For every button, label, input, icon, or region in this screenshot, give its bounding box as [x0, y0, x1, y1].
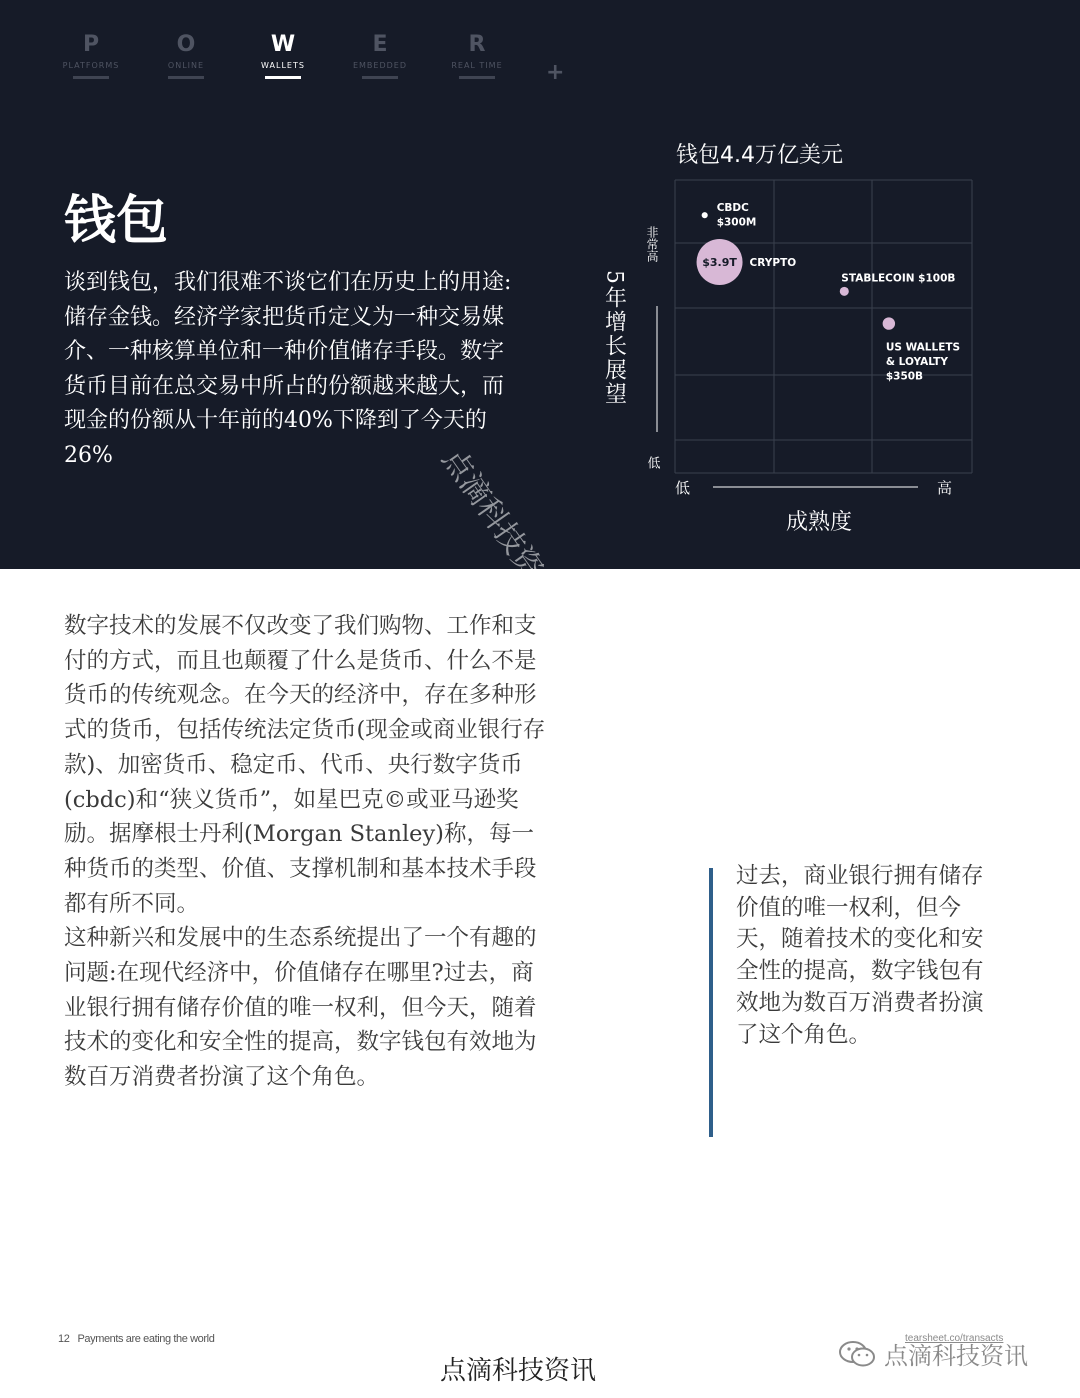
x-axis-label: 成熟度	[786, 510, 853, 535]
nav-letter: E	[372, 32, 388, 57]
nav-letter: R	[468, 32, 486, 57]
nav-word: REAL TIME	[451, 61, 503, 70]
nav-word: EMBEDDED	[352, 61, 408, 70]
nav-word: PLATFORMS	[62, 61, 120, 70]
nav-letter: P	[82, 32, 100, 57]
data-point-inner-label: $3.9T	[702, 256, 737, 270]
data-point-label: CBDC	[716, 202, 749, 215]
x-axis-low-label: 低	[675, 479, 691, 497]
data-point-label: STABLECOIN $100B	[841, 272, 956, 285]
data-point-label: $300M	[716, 216, 757, 229]
nav-item-realtime[interactable]	[447, 30, 507, 79]
data-point-label: US WALLETS	[885, 341, 961, 354]
nav-word: WALLETS	[261, 61, 305, 70]
y-axis-label: 5年增长展望	[601, 270, 627, 406]
y-axis-low-label: 低	[644, 456, 660, 469]
body-paragraph: 数字技术的发展不仅改变了我们购物、工作和支付的方式，而且也颠覆了什么是货币、什么不是货币的传统观念。在今天的经济中，存在多种形式的货币，包括传统法定货币(现金或商业银行存款)、加密货币、稳定币、代币、央行数字货币(cbdc)和“狭义货币”，如星巴克©或亚马逊奖励。据摩根士丹利(Morgan Stanley)称，每一种货币的类型、价值、支撑机制和基本技术手段都有所不同。 这种新兴和发展中的生态系统提出了一个有趣的问题:在现代经济中，价值储存在哪里?过去，商业银行拥有储存价值的唯一权利，但今天，随着技术的变化和安全性的提高，数字钱包有效地为数百万消费者扮演了这个角色。	[64, 613, 546, 1091]
nav-letter: W	[270, 32, 296, 57]
pull-quote-bar	[709, 868, 713, 1137]
nav-word: ONLINE	[167, 61, 205, 70]
nav-underline	[362, 76, 398, 79]
pull-quote: 过去，商业银行拥有储存价值的唯一权利，但今天，随着技术的变化和安全性的提高，数字钱包有效地为数百万消费者扮演了这个角色。	[736, 863, 984, 1048]
nav-underline	[73, 76, 109, 79]
nav-letter: O	[176, 32, 196, 57]
watermark: 点滴科技资讯	[434, 442, 567, 611]
nav-underline	[459, 76, 495, 79]
data-point-us-wallets	[883, 317, 895, 329]
wechat-account	[838, 1336, 1028, 1371]
y-axis-high-label: 非常高	[645, 226, 659, 262]
data-point-cbdc	[702, 212, 708, 218]
wechat-name: 点滴科技资讯	[884, 1342, 1028, 1370]
wallets-chart	[600, 170, 980, 550]
nav-underline	[265, 76, 301, 79]
x-axis-high-label: 高	[937, 479, 953, 497]
wechat-icon	[838, 1340, 876, 1368]
doc-title: Payments are eating the world	[77, 1333, 215, 1345]
nav-item-wallets[interactable]	[253, 30, 313, 79]
plus-icon[interactable]: +	[546, 60, 565, 85]
hero-section	[0, 0, 1080, 611]
power-nav	[0, 30, 1080, 90]
footer-link[interactable]: tearsheet.co/transacts	[905, 1333, 1004, 1344]
data-point-stablecoin	[840, 287, 849, 296]
footer-brand: 点滴科技资讯	[440, 1356, 597, 1386]
nav-item-platforms[interactable]	[61, 30, 121, 79]
hero-intro-text: 谈到钱包，我们很难不谈它们在历史上的用途:储存金钱。经济学家把货币定义为一种交易媒介、一种核算单位和一种价值储存手段。数字货币目前在总交易中所占的份额越来越大，而现金的份额从十年前的40%下降到了今天的26%	[64, 270, 512, 468]
data-point-label: & LOYALTY	[885, 356, 948, 369]
data-point-label: CRYPTO	[749, 257, 797, 270]
data-point-label: $350B	[885, 370, 924, 383]
chart-points	[697, 202, 961, 382]
chart-title: 钱包4.4万亿美元	[676, 143, 843, 168]
nav-item-online[interactable]	[156, 30, 216, 79]
nav-underline	[168, 76, 204, 79]
nav-item-embedded[interactable]	[350, 30, 410, 79]
page-number: 12	[58, 1333, 70, 1345]
footer-page-info	[58, 1333, 214, 1345]
page-title: 钱包	[64, 191, 169, 251]
